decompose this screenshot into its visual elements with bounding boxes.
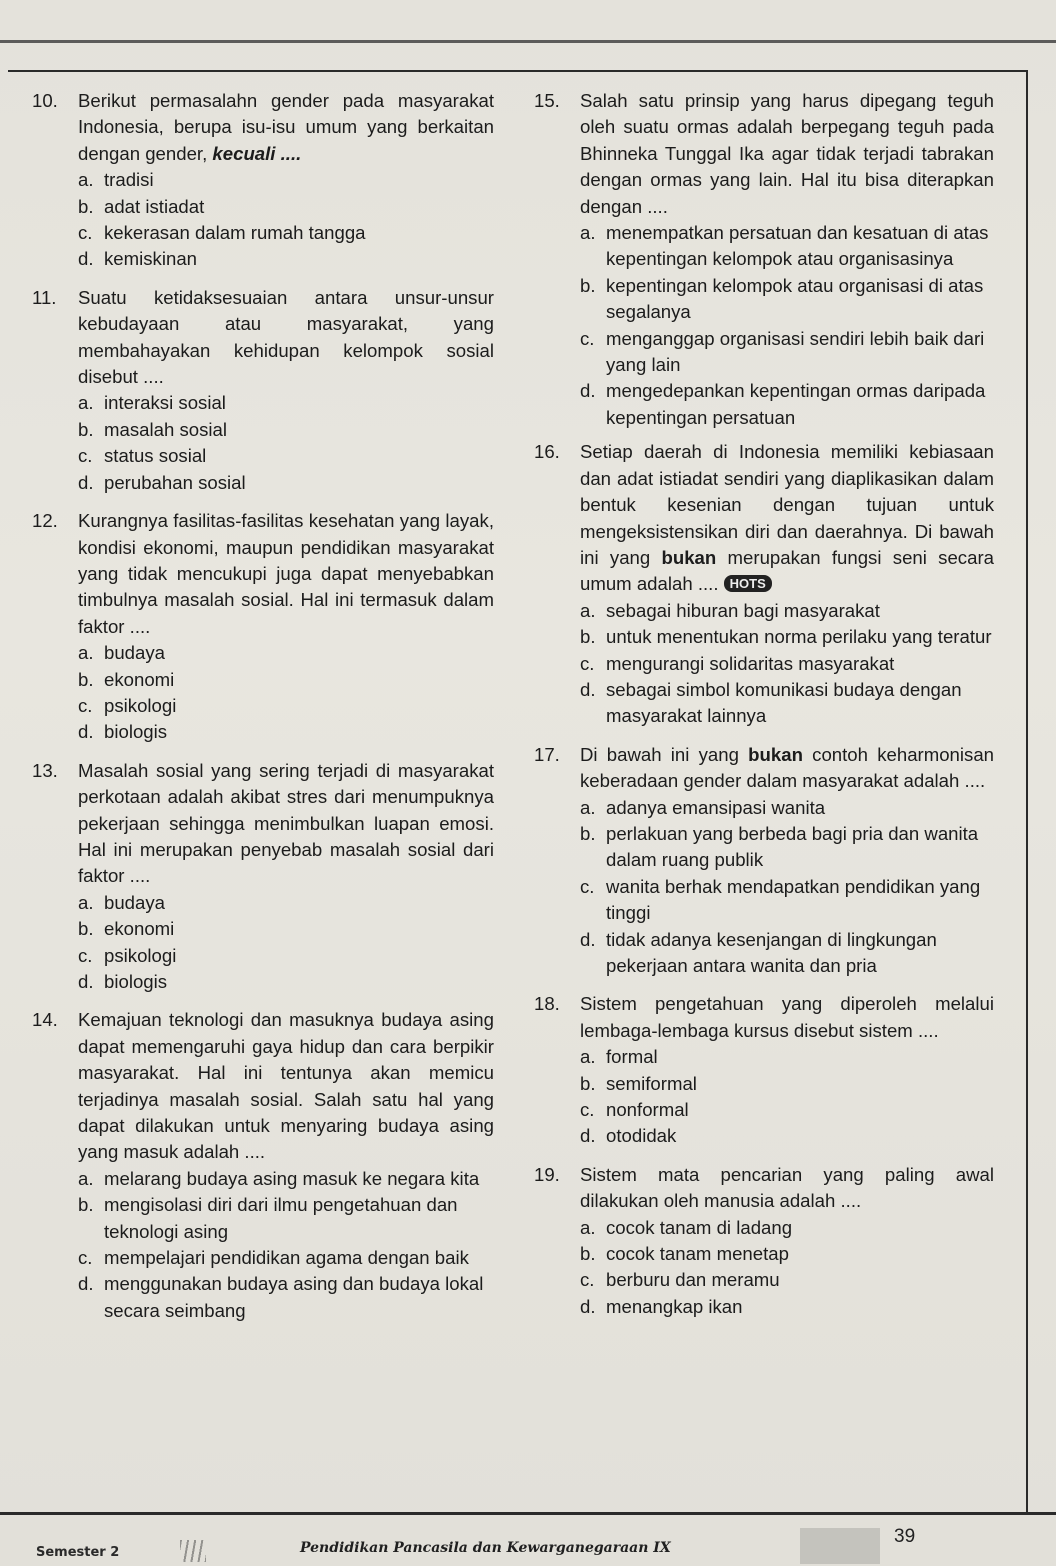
option-letter: c. bbox=[580, 1269, 595, 1291]
question-text-body: Di bawah ini yang bbox=[580, 743, 749, 765]
question-text: Sistem pengetahuan yang diperoleh melalui lembaga-lembaga kursus disebut sistem .... bbox=[580, 993, 994, 1041]
option-letter: d. bbox=[580, 678, 596, 700]
option-text: biologis bbox=[104, 721, 168, 743]
option-letter: c. bbox=[78, 694, 93, 716]
option-a[interactable] bbox=[78, 640, 494, 666]
option-d[interactable] bbox=[580, 1123, 994, 1149]
book-title: Pendidikan Pancasila dan Kewarganegaraan IX bbox=[300, 1540, 671, 1556]
option-text: sebagai simbol komunikasi budaya dengan masyarakat lainnya bbox=[606, 678, 962, 727]
option-letter: a. bbox=[580, 599, 596, 621]
question-number: 19. bbox=[534, 1163, 560, 1185]
option-c[interactable] bbox=[580, 1267, 994, 1293]
option-text: cocok tanam menetap bbox=[606, 1243, 789, 1265]
option-letter: d. bbox=[580, 380, 596, 402]
option-a[interactable] bbox=[580, 795, 994, 821]
option-c[interactable] bbox=[580, 651, 994, 677]
option-d[interactable] bbox=[78, 719, 494, 745]
option-b[interactable] bbox=[78, 194, 494, 220]
option-c[interactable] bbox=[78, 693, 494, 719]
option-text: nonformal bbox=[606, 1099, 689, 1121]
question-text-body: merupakan fungsi seni secara umum adalah .... bbox=[580, 546, 994, 595]
question-19 bbox=[534, 1162, 994, 1320]
question-emphasis: bukan bbox=[661, 546, 717, 568]
question-emphasis: bukan bbox=[748, 743, 803, 765]
option-text: formal bbox=[606, 1046, 658, 1068]
option-letter: d. bbox=[78, 248, 94, 270]
option-c[interactable] bbox=[78, 943, 494, 969]
option-a[interactable] bbox=[580, 1215, 994, 1241]
option-letter: a. bbox=[580, 1046, 596, 1068]
left-column bbox=[32, 88, 494, 1324]
option-letter: b. bbox=[580, 1243, 596, 1265]
option-b[interactable] bbox=[580, 624, 994, 650]
option-c[interactable] bbox=[78, 220, 494, 246]
option-text: biologis bbox=[104, 971, 168, 992]
option-b[interactable] bbox=[580, 273, 994, 326]
question-16 bbox=[534, 439, 994, 729]
option-text: tidak adanya kesenjangan di lingkungan pekerjaan antara wanita dan pria bbox=[606, 928, 937, 976]
option-letter: a. bbox=[580, 222, 596, 244]
option-letter: c. bbox=[580, 652, 595, 674]
option-letter: c. bbox=[580, 875, 595, 897]
question-text-body: Berikut permasalahn gender pada masyarakat Indonesia, berupa isu-isu umum yang berkaitan dengan gender, bbox=[78, 90, 494, 164]
option-text: sebagai hiburan bagi masyarakat bbox=[606, 599, 880, 621]
semester-label: Semester 2 bbox=[36, 1545, 120, 1560]
option-letter: b. bbox=[78, 668, 94, 690]
option-letter: d. bbox=[78, 471, 94, 493]
question-14 bbox=[32, 1007, 494, 1324]
option-text: mempelajari pendidikan agama dengan baik bbox=[104, 1247, 469, 1269]
option-a[interactable] bbox=[78, 390, 494, 416]
option-b[interactable] bbox=[580, 1241, 994, 1267]
question-number: 16. bbox=[534, 441, 560, 463]
question-number: 17. bbox=[534, 743, 560, 765]
option-a[interactable] bbox=[580, 598, 994, 624]
option-letter: b. bbox=[78, 418, 94, 440]
question-15 bbox=[534, 88, 994, 431]
question-number: 14. bbox=[32, 1009, 58, 1031]
option-text: perlakuan yang berbeda bagi pria dan wanita dalam ruang publik bbox=[606, 822, 979, 871]
option-text: kemiskinan bbox=[104, 248, 198, 270]
option-c[interactable] bbox=[580, 326, 994, 379]
option-text: budaya bbox=[104, 642, 166, 664]
question-number: 15. bbox=[534, 90, 560, 111]
page-number: 39 bbox=[894, 1526, 916, 1547]
option-letter: d. bbox=[78, 971, 94, 992]
option-letter: b. bbox=[78, 918, 94, 940]
option-text: psikologi bbox=[104, 694, 177, 716]
option-text: perubahan sosial bbox=[104, 471, 246, 493]
option-letter: c. bbox=[580, 327, 595, 349]
option-letter: c. bbox=[78, 445, 93, 467]
option-c[interactable] bbox=[580, 874, 994, 927]
option-d[interactable] bbox=[78, 1271, 494, 1324]
option-text: cocok tanam di ladang bbox=[606, 1216, 793, 1238]
option-a[interactable] bbox=[78, 167, 494, 193]
option-text: otodidak bbox=[606, 1125, 677, 1147]
option-text: mengedepankan kepentingan ormas daripada kepentingan persatuan bbox=[606, 380, 986, 428]
question-text: Kemajuan teknologi dan masuknya budaya asing dapat memengaruhi gaya hidup dan cara berpikir masyarakat. Hal ini tentunya akan memicu terjadinya masalah sosial. Salah satu hal yang dapat dilakukan untuk menyaring budaya asing yang masuk adalah .... bbox=[78, 1009, 494, 1163]
option-text: psikologi bbox=[104, 944, 177, 966]
question-18 bbox=[534, 991, 994, 1149]
option-letter: d. bbox=[580, 928, 596, 950]
option-text: ekonomi bbox=[104, 918, 175, 940]
option-letter: a. bbox=[580, 796, 596, 818]
option-letter: b. bbox=[580, 274, 596, 296]
question-10 bbox=[32, 88, 494, 273]
question-text bbox=[580, 439, 994, 597]
option-text: status sosial bbox=[104, 445, 207, 467]
option-d[interactable] bbox=[580, 677, 994, 730]
option-text: mengisolasi diri dari ilmu pengetahuan dan teknologi asing bbox=[104, 1194, 458, 1242]
option-b[interactable] bbox=[78, 1192, 494, 1245]
footer-decoration bbox=[180, 1540, 206, 1562]
question-text: Suatu ketidaksesuaian antara unsur-unsur kebudayaan atau masyarakat, yang membahayakan kehidupan kelompok sosial disebut .... bbox=[78, 286, 494, 388]
option-text: ekonomi bbox=[104, 668, 175, 690]
option-text: kepentingan kelompok atau organisasi di atas segalanya bbox=[606, 274, 984, 323]
option-letter: d. bbox=[78, 721, 94, 743]
question-text bbox=[78, 88, 494, 167]
option-text: menggunakan budaya asing dan budaya lokal secara seimbang bbox=[104, 1273, 484, 1321]
right-column bbox=[534, 88, 994, 1320]
option-c[interactable] bbox=[580, 1097, 994, 1123]
option-d[interactable] bbox=[580, 378, 994, 431]
question-number: 13. bbox=[32, 759, 58, 781]
option-letter: b. bbox=[78, 1194, 94, 1216]
question-number: 11. bbox=[32, 286, 57, 308]
option-letter: b. bbox=[78, 195, 94, 217]
option-a[interactable] bbox=[78, 890, 494, 916]
option-letter: b. bbox=[580, 1072, 596, 1094]
question-text: Kurangnya fasilitas-fasilitas kesehatan yang layak, kondisi ekonomi, maupun pendidikan masyarakat yang tidak mencukupi juga dapat menyebabkan timbulnya masalah sosial. Hal ini termasuk dalam faktor .... bbox=[78, 510, 494, 637]
option-letter: c. bbox=[78, 222, 93, 244]
option-text: wanita berhak mendapatkan pendidikan yang tinggi bbox=[606, 875, 981, 924]
option-b[interactable] bbox=[580, 1071, 994, 1097]
option-d[interactable] bbox=[78, 969, 494, 995]
option-letter: b. bbox=[580, 822, 596, 844]
option-letter: c. bbox=[580, 1099, 595, 1121]
question-number: 18. bbox=[534, 993, 560, 1015]
option-a[interactable] bbox=[580, 1044, 994, 1070]
option-b[interactable] bbox=[78, 417, 494, 443]
question-text: Masalah sosial yang sering terjadi di masyarakat perkotaan adalah akibat stres dari menumpuknya pekerjaan sehingga menimbulkan luapan emosi. Hal ini merupakan penyebab masalah sosial dari faktor .... bbox=[78, 759, 494, 887]
option-text: kekerasan dalam rumah tangga bbox=[104, 222, 366, 244]
option-letter: c. bbox=[78, 1247, 93, 1269]
question-12 bbox=[32, 508, 494, 746]
option-text: adat istiadat bbox=[104, 195, 205, 217]
option-letter: b. bbox=[580, 626, 596, 648]
option-b[interactable] bbox=[78, 667, 494, 693]
option-text: untuk menentukan norma perilaku yang teratur bbox=[606, 626, 992, 648]
question-13 bbox=[32, 758, 494, 996]
option-letter: a. bbox=[78, 891, 94, 913]
question-text: Sistem mata pencarian yang paling awal dilakukan oleh manusia adalah .... bbox=[580, 1163, 994, 1212]
question-number: 12. bbox=[32, 510, 58, 532]
option-text: berburu dan meramu bbox=[606, 1269, 780, 1291]
option-text: menangkap ikan bbox=[606, 1295, 743, 1317]
option-letter: d. bbox=[580, 1295, 596, 1317]
option-d[interactable] bbox=[580, 1294, 994, 1320]
option-c[interactable] bbox=[78, 443, 494, 469]
option-letter: a. bbox=[78, 169, 94, 191]
option-d[interactable] bbox=[78, 470, 494, 496]
hots-badge: HOTS bbox=[724, 575, 772, 592]
option-d[interactable] bbox=[580, 927, 994, 980]
option-text: tradisi bbox=[104, 169, 154, 191]
option-text: semiformal bbox=[606, 1072, 697, 1094]
question-17 bbox=[534, 742, 994, 980]
option-text: masalah sosial bbox=[104, 418, 227, 440]
option-b[interactable] bbox=[580, 821, 994, 874]
question-emphasis: kecuali .... bbox=[212, 142, 302, 164]
bottom-rule bbox=[0, 1512, 1056, 1515]
footer-bar bbox=[800, 1528, 880, 1564]
option-text: menempatkan persatuan dan kesatuan di atas kepentingan kelompok atau organisasinya bbox=[606, 222, 989, 270]
question-number: 10. bbox=[32, 90, 58, 111]
option-a[interactable] bbox=[78, 1166, 494, 1192]
option-text: menganggap organisasi sendiri lebih baik dari yang lain bbox=[606, 327, 985, 376]
question-text-body: contoh keharmonisan keberadaan gender dalam masyarakat adalah .... bbox=[580, 743, 995, 792]
question-text bbox=[580, 742, 994, 795]
option-d[interactable] bbox=[78, 246, 494, 272]
option-text: interaksi sosial bbox=[104, 392, 226, 414]
option-text: budaya bbox=[104, 891, 166, 913]
option-letter: a. bbox=[580, 1216, 596, 1238]
question-text-body: Setiap daerah di Indonesia memiliki kebiasaan dan adat istiadat sendiri yang diaplikasikan dalam bentuk kesenian dengan tujuan untuk mengeksistensikan diri dan daerahnya. Di bawah ini yang bbox=[580, 441, 994, 568]
top-rule bbox=[0, 40, 1056, 43]
option-text: mengurangi solidaritas masyarakat bbox=[606, 652, 895, 674]
question-text: Salah satu prinsip yang harus dipegang teguh oleh suatu ormas adalah berpegang teguh pada Bhinneka Tunggal Ika agar tidak terjadi tabrakan dengan ormas yang lain. Hal itu bisa diterapkan dengan .... bbox=[580, 90, 994, 217]
option-b[interactable] bbox=[78, 916, 494, 942]
option-letter: a. bbox=[78, 1167, 94, 1189]
option-letter: a. bbox=[78, 392, 94, 414]
question-11 bbox=[32, 285, 494, 496]
option-text: melarang budaya asing masuk ke negara kita bbox=[104, 1167, 480, 1189]
option-letter: d. bbox=[580, 1125, 596, 1147]
option-letter: d. bbox=[78, 1273, 94, 1295]
option-letter: c. bbox=[78, 944, 93, 966]
option-letter: a. bbox=[78, 642, 94, 664]
option-c[interactable] bbox=[78, 1245, 494, 1271]
option-a[interactable] bbox=[580, 220, 994, 273]
option-text: adanya emansipasi wanita bbox=[606, 796, 826, 818]
